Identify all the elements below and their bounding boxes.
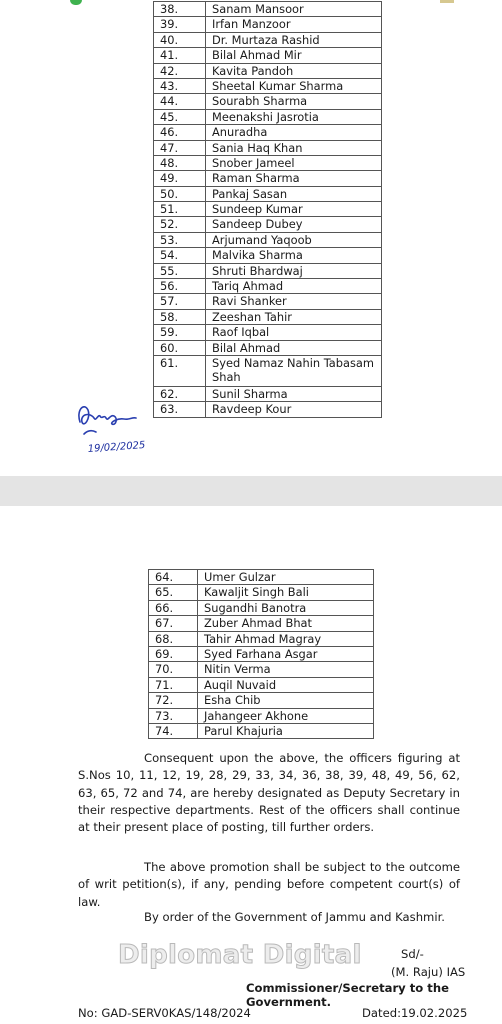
serial-number: 49. <box>154 171 206 186</box>
serial-number: 57. <box>154 294 206 309</box>
officer-name: Syed Namaz Nahin Tabasam Shah <box>206 355 382 386</box>
serial-number: 72. <box>149 693 198 708</box>
officer-name: Bilal Ahmad Mir <box>206 48 382 63</box>
officer-name: Sugandhi Banotra <box>198 600 374 615</box>
table-row <box>154 140 382 155</box>
serial-number: 59. <box>154 325 206 340</box>
serial-number: 67. <box>149 616 198 631</box>
officer-name: Irfan Manzoor <box>206 17 382 32</box>
order-date: Dated:19.02.2025 <box>362 1006 468 1020</box>
signatory-designation: Commissioner/Secretary to the Government. <box>246 981 449 1009</box>
serial-number: 47. <box>154 140 206 155</box>
serial-number: 40. <box>154 32 206 47</box>
table-row <box>149 631 374 646</box>
table-row <box>154 294 382 309</box>
table-row <box>154 94 382 109</box>
serial-number: 61. <box>154 355 206 386</box>
serial-number: 45. <box>154 109 206 124</box>
officer-list-table-2 <box>148 569 374 739</box>
serial-number: 70. <box>149 662 198 677</box>
promotion-condition-paragraph: The above promotion shall be subject to the outcome of writ petition(s), if any, pending before competent court(s) of law. <box>78 860 460 909</box>
document-page-2 <box>0 506 502 1024</box>
officer-name: Shruti Bhardwaj <box>206 263 382 278</box>
designation-paragraph: Consequent upon the above, the officers figuring at S.Nos 10, 11, 12, 19, 28, 29, 33, 34, 36, 38, 39, 48, 49, 56, 62, 63, 65, 72 and 74, are hereby designated as Deputy Secretary in their respective departments. Rest of the officers shall continue at their present place of posting, till further orders. <box>78 751 460 835</box>
table-row <box>154 340 382 355</box>
serial-number: 63. <box>154 402 206 417</box>
serial-number: 53. <box>154 232 206 247</box>
table-row <box>149 646 374 661</box>
serial-number: 69. <box>149 646 198 661</box>
officer-name: Tahir Ahmad Magray <box>198 631 374 646</box>
page-separator <box>0 476 502 506</box>
officer-name: Esha Chib <box>198 693 374 708</box>
serial-number: 54. <box>154 248 206 263</box>
table-row <box>154 386 382 401</box>
officer-name: Sundeep Kumar <box>206 202 382 217</box>
serial-number: 64. <box>149 570 198 585</box>
serial-number: 74. <box>149 723 198 738</box>
officer-name: Bilal Ahmad <box>206 340 382 355</box>
serial-number: 62. <box>154 386 206 401</box>
serial-number: 71. <box>149 677 198 692</box>
serial-number: 68. <box>149 631 198 646</box>
table-row <box>154 171 382 186</box>
officer-name: Parul Khajuria <box>198 723 374 738</box>
officer-name: Umer Gulzar <box>198 570 374 585</box>
table-row <box>154 402 382 417</box>
table-row <box>149 693 374 708</box>
serial-number: 51. <box>154 202 206 217</box>
serial-number: 56. <box>154 279 206 294</box>
serial-number: 52. <box>154 217 206 232</box>
officer-name: Sourabh Sharma <box>206 94 382 109</box>
signature-date: 19/02/2025 <box>87 439 146 455</box>
serial-number: 42. <box>154 63 206 78</box>
officer-name: Jahangeer Akhone <box>198 708 374 723</box>
serial-number: 46. <box>154 125 206 140</box>
officer-name: Ravi Shanker <box>206 294 382 309</box>
officer-name: Ravdeep Kour <box>206 402 382 417</box>
table-row <box>149 708 374 723</box>
table-row <box>149 585 374 600</box>
officer-name: Pankaj Sasan <box>206 186 382 201</box>
serial-number: 44. <box>154 94 206 109</box>
officer-name: Auqil Nuvaid <box>198 677 374 692</box>
officer-name: Dr. Murtaza Rashid <box>206 32 382 47</box>
table-row <box>149 662 374 677</box>
table-row <box>154 78 382 93</box>
top-stamp-fragment <box>440 0 454 3</box>
serial-number: 38. <box>154 2 206 17</box>
serial-number: 41. <box>154 48 206 63</box>
serial-number: 66. <box>149 600 198 615</box>
officer-name: Kawaljit Singh Bali <box>198 585 374 600</box>
officer-name: Sheetal Kumar Sharma <box>206 78 382 93</box>
officer-name: Snober Jameel <box>206 155 382 170</box>
table-row <box>154 263 382 278</box>
table-row <box>154 186 382 201</box>
table-row <box>154 155 382 170</box>
officer-name: Raman Sharma <box>206 171 382 186</box>
officer-name: Anuradha <box>206 125 382 140</box>
table-row <box>149 723 374 738</box>
table-row <box>149 600 374 615</box>
table-row <box>154 32 382 47</box>
officer-name: Zeeshan Tahir <box>206 309 382 324</box>
officer-name: Tariq Ahmad <box>206 279 382 294</box>
officer-name: Malvika Sharma <box>206 248 382 263</box>
officer-name: Zuber Ahmad Bhat <box>198 616 374 631</box>
signatory-name: (M. Raju) IAS <box>391 965 466 979</box>
table-row <box>154 279 382 294</box>
table-row <box>154 248 382 263</box>
officer-name: Sunil Sharma <box>206 386 382 401</box>
table-row <box>154 125 382 140</box>
officer-name: Sania Haq Khan <box>206 140 382 155</box>
table-row <box>154 63 382 78</box>
table-row <box>149 677 374 692</box>
serial-number: 48. <box>154 155 206 170</box>
serial-number: 73. <box>149 708 198 723</box>
officer-name: Syed Farhana Asgar <box>198 646 374 661</box>
table-row <box>154 202 382 217</box>
table-row <box>154 48 382 63</box>
table-row <box>154 309 382 324</box>
handwritten-signature <box>74 400 174 460</box>
order-number: No: GAD-SERV0KAS/148/2024 <box>78 1006 251 1020</box>
officer-name: Arjumand Yaqoob <box>206 232 382 247</box>
officer-list-table-1 <box>153 1 382 418</box>
by-order-line: By order of the Government of Jammu and Kashmir. <box>144 910 445 924</box>
serial-number: 43. <box>154 78 206 93</box>
table-row <box>149 570 374 585</box>
officer-name: Raof Iqbal <box>206 325 382 340</box>
officer-name: Kavita Pandoh <box>206 63 382 78</box>
table-row <box>154 355 382 386</box>
green-mark-decoration <box>70 0 82 5</box>
serial-number: 39. <box>154 17 206 32</box>
sd-mark: Sd/- <box>401 947 424 961</box>
serial-number: 55. <box>154 263 206 278</box>
officer-name: Sandeep Dubey <box>206 217 382 232</box>
serial-number: 58. <box>154 309 206 324</box>
table-row <box>154 217 382 232</box>
table-row <box>154 232 382 247</box>
document-page-1 <box>0 0 502 476</box>
watermark: Diplomat Digital <box>118 940 362 970</box>
table-row <box>154 17 382 32</box>
table-row <box>154 325 382 340</box>
serial-number: 65. <box>149 585 198 600</box>
officer-name: Meenakshi Jasrotia <box>206 109 382 124</box>
table-row <box>154 2 382 17</box>
serial-number: 50. <box>154 186 206 201</box>
table-row <box>149 616 374 631</box>
serial-number: 60. <box>154 340 206 355</box>
table-row <box>154 109 382 124</box>
officer-name: Sanam Mansoor <box>206 2 382 17</box>
officer-name: Nitin Verma <box>198 662 374 677</box>
